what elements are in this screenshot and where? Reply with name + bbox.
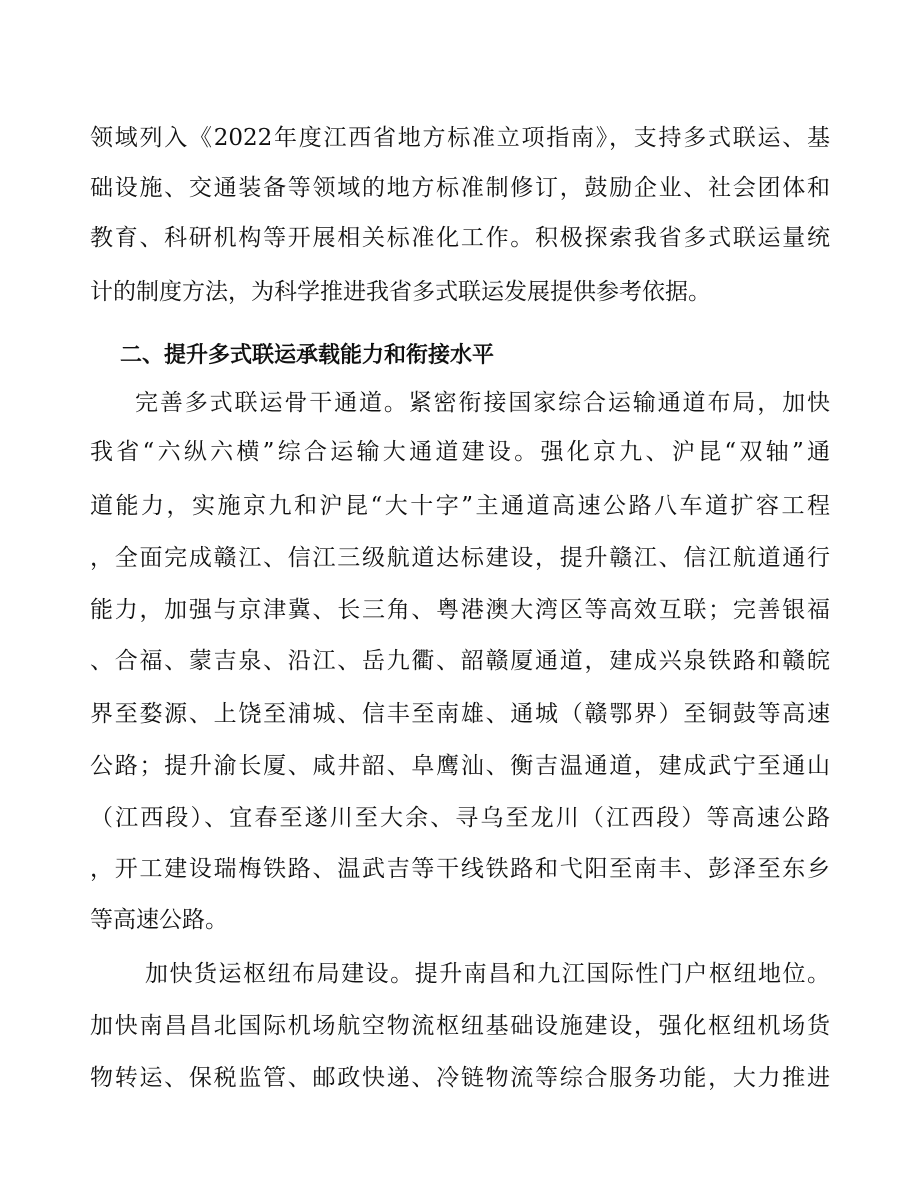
paragraph-2-line-6: 、合福、蒙吉泉、沿江、岳九衢、韶赣厦通道，建成兴泉铁路和赣皖 xyxy=(90,648,830,674)
paragraph-2-line-2: 我省“六纵六横”综合运输大通道建设。强化京九、沪昆“双轴”通 xyxy=(90,439,830,465)
paragraph-3-line-3: 物转运、保税监管、邮政快递、冷链物流等综合服务功能，大力推进 xyxy=(90,1065,830,1091)
paragraph-1-line-4: 计的制度方法，为科学推进我省多式联运发展提供参考依据。 xyxy=(90,279,711,305)
paragraph-3-line-1: 加快货运枢纽布局建设。提升南昌和九江国际性门户枢纽地位。 xyxy=(145,961,830,987)
paragraph-1-line-3: 教育、科研机构等开展相关标准化工作。积极探索我省多式联运量统 xyxy=(90,225,830,251)
paragraph-1-line-2: 础设施、交通装备等领域的地方标准制修订，鼓励企业、社会团体和 xyxy=(90,175,830,201)
paragraph-2-line-3: 道能力，实施京九和沪昆“大十字”主通道高速公路八车道扩容工程 xyxy=(90,493,830,519)
section-heading: 二、提升多式联运承载能力和衔接水平 xyxy=(120,343,495,368)
paragraph-2-line-9: （江西段）、宜春至遂川至大余、寻乌至龙川（江西段）等高速公路 xyxy=(90,805,830,831)
paragraph-1-line-1: 领域列入《2022年度江西省地方标准立项指南》，支持多式联运、基 xyxy=(90,125,830,151)
paragraph-2-line-5: 能力，加强与京津冀、长三角、粤港澳大湾区等高效互联；完善银福 xyxy=(90,597,830,623)
paragraph-3-line-2: 加快南昌昌北国际机场航空物流枢纽基础设施建设，强化枢纽机场货 xyxy=(90,1013,830,1039)
paragraph-2-line-11: 等高速公路。 xyxy=(90,907,228,933)
paragraph-2-line-7: 界至婺源、上饶至浦城、信丰至南雄、通城（赣鄂界）至铜鼓等高速 xyxy=(90,701,830,727)
paragraph-2-line-4: ，全面完成赣江、信江三级航道达标建设，提升赣江、信江航道通行 xyxy=(90,545,830,571)
paragraph-2-line-10: ，开工建设瑞梅铁路、温武吉等干线铁路和弋阳至南丰、彭泽至东乡 xyxy=(90,856,830,882)
paragraph-2-line-1: 完善多式联运骨干通道。紧密衔接国家综合运输通道布局，加快 xyxy=(135,390,830,416)
paragraph-2-line-8: 公路；提升渝长厦、咸井韶、阜鹰汕、衡吉温通道，建成武宁至通山 xyxy=(90,753,830,779)
